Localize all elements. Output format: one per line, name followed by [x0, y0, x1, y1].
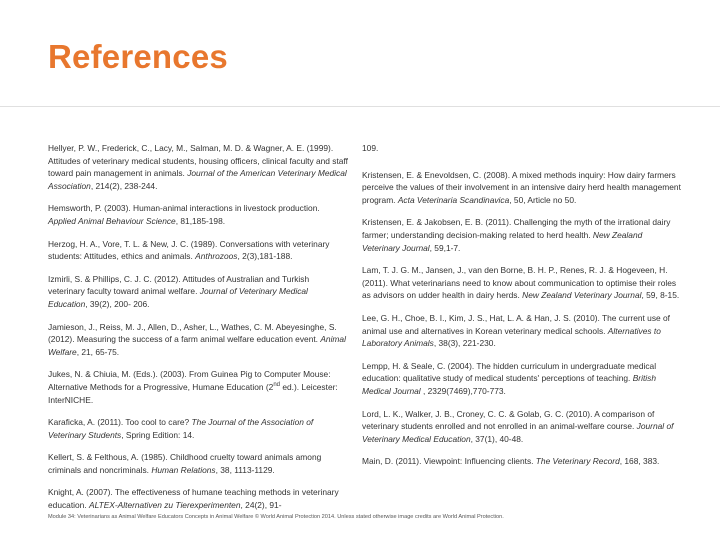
reference-text: , Spring Edition: 14. [121, 429, 195, 440]
reference-journal: Journal of Veterinary Medical Education [362, 421, 674, 444]
reference-text: Kristensen, E. & Enevoldsen, C. (2008). A mixed methods inquiry: How dairy farmers perceive the values of their involvement in an intensive dairy herd health management program. [362, 169, 681, 205]
reference-journal: New Zealand Veterinary Journal [522, 290, 642, 301]
reference-journal: British Medical Journal [362, 373, 656, 396]
reference-text: ed.). Leicester: InterNICHE. [48, 381, 338, 405]
reference-journal: Anthrozoos [195, 251, 238, 262]
reference-text: Knight, A. (2007). The effectiveness of humane teaching methods in veterinary education. [48, 487, 339, 511]
reference-journal: Applied Animal Behaviour Science [48, 215, 176, 226]
reference-text: , 81,185-198. [175, 215, 226, 226]
reference-text: nd [273, 382, 280, 389]
reference-text: , 168, 383. [619, 456, 660, 467]
reference-text: Lee, G. H., Choe, B. I., Kim, J. S., Hat, L. A. & Han, J. S. (2010). The current use of animal use and alternatives in Korean veterinary medical schools. [362, 312, 670, 336]
reference-entry [362, 455, 682, 468]
reference-text: , 38, 1113-1129. [215, 464, 275, 475]
reference-entry [48, 202, 348, 227]
reference-text: Jamieson, J., Reiss, M. J., Allen, D., Asher, L., Wathes, C. M. Abeyesinghe, S. (2012). Measuring the success of a farm animal welfare education event. [48, 321, 337, 345]
reference-journal: The Veterinary Record [535, 456, 620, 467]
reference-text: Jukes, N. & Chiuia, M. (Eds.). (2003). From Guinea Pig to Computer Mouse: Alternative Methods for a Progressive, Humane Education (2 [48, 369, 331, 392]
reference-journal: New Zealand Veterinary Journal [362, 229, 643, 253]
reference-text: Karaficka, A. (2011). Too cool to care? [48, 417, 190, 428]
reference-entry [48, 416, 348, 441]
reference-entry [362, 169, 682, 207]
reference-entry [48, 368, 348, 406]
reference-text: , 50, Article no 50. [509, 194, 577, 205]
reference-entry [362, 142, 682, 155]
reference-journal: Acta Veterinaria Scandinavica [397, 194, 510, 205]
page-title: References [48, 38, 228, 75]
reference-text: Main, D. (2011). Viewpoint: Influencing clients. [362, 456, 534, 467]
reference-entry [362, 360, 682, 398]
reference-entry [362, 408, 682, 446]
references-column-right [362, 142, 682, 478]
reference-entry [48, 238, 348, 263]
reference-journal: Journal of the American Veterinary Medical Association [48, 168, 347, 191]
reference-text: Lempp, H. & Seale, C. (2004). The hidden curriculum in undergraduate medical education: qualitative study of medical students' perceptions of teaching. [362, 360, 657, 384]
title-divider [0, 106, 720, 107]
references-column-left [48, 142, 348, 522]
reference-text: , 214(2), 238-244. [90, 180, 158, 191]
reference-entry [362, 312, 682, 350]
reference-text: Herzog, H. A., Vore, T. L. & New, J. C. (1989). Conversations with veterinary students: Attitudes, ethics and animals. [48, 238, 330, 262]
reference-journal: Journal of Veterinary Medical Education [48, 286, 308, 309]
reference-entry [362, 216, 682, 254]
reference-text: Kellert, S. & Felthous, A. (1985). Childhood cruelty toward animals among criminals and noncriminals. [48, 452, 322, 475]
reference-text: , 2(3),181-188. [237, 251, 293, 262]
reference-text: Izmirli, S. & Phillips, C. J. C. (2012). Attitudes of Australian and Turkish veterinary faculty toward animal welfare. [48, 273, 310, 297]
reference-text: , 24(2), 91- [240, 500, 282, 511]
reference-journal: The Journal of the Association of Veterinary Students [48, 417, 314, 440]
reference-text: , 38(3), 221-230. [433, 338, 496, 349]
reference-journal: ALTEX-Alternativen zu Tierexperimenten [88, 500, 241, 511]
reference-entry [48, 273, 348, 311]
reference-entry [362, 264, 682, 302]
reference-entry [48, 451, 348, 476]
reference-text: 109. [362, 143, 379, 153]
reference-journal: Human Relations [151, 464, 216, 475]
reference-text: , 2329(7469),770-773. [420, 385, 506, 396]
reference-journal: Animal Welfare [48, 334, 346, 357]
reference-entry [48, 486, 348, 511]
reference-text: , 39(2), 200- 206. [85, 298, 150, 309]
reference-journal: Alternatives to Laboratory Animals [362, 325, 661, 349]
reference-text: Hellyer, P. W., Frederick, C., Lacy, M., Salman, M. D. & Wagner, A. E. (1999). Attitudes of veterinary medical students, housing officers, clinical faculty and staff toward pain management in animals. [48, 143, 348, 179]
reference-text: , 59,1-7. [429, 242, 461, 253]
reference-text: , 59, 8-15. [641, 290, 680, 301]
reference-entry [48, 142, 348, 192]
reference-text: , 21, 65-75. [76, 346, 120, 357]
reference-entry [48, 321, 348, 359]
reference-text: Lord, L. K., Walker, J. B., Croney, C. C. & Golab, G. C. (2010). A comparison of veterinary students enrolled and not enrolled in an animal-welfare course. [362, 408, 655, 432]
reference-text: Lam, T. J. G. M., Jansen, J., van den Borne, B. H. P., Renes, R. J. & Hogeveen, H. (2011). What veterinarians need to know about communication to optimise their roles as advisors on udder health in dairy herds. [362, 265, 677, 301]
footer-text: Module 34: Veterinarians as Animal Welfare Educators Concepts in Animal Welfare © World Animal Protection 2014. Unless stated otherwise image credits are World Animal Protection. [48, 514, 504, 520]
reference-text: Hemsworth, P. (2003). Human-animal interactions in livestock production. [48, 203, 320, 214]
reference-text: Kristensen, E. & Jakobsen, E. B. (2011). Challenging the myth of the irrational dairy farmer; understanding decision-making related to herd health. [362, 217, 671, 240]
reference-text: , 37(1), 40-48. [470, 433, 524, 444]
